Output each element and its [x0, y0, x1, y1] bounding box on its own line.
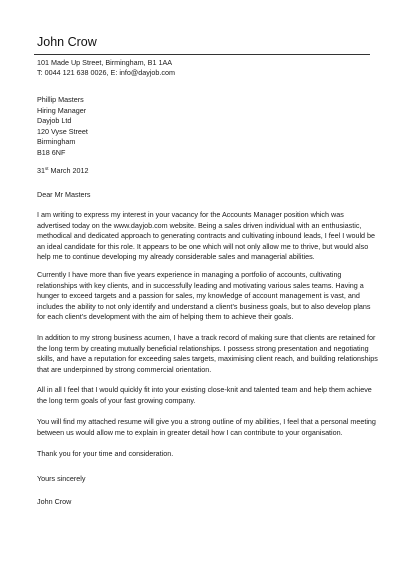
date-day: 31 [37, 166, 45, 175]
closing: Yours sincerely [37, 474, 86, 483]
paragraph-line: for each client’s development with the aim of helping them to achieve their goals. [37, 312, 294, 321]
paragraph-line: that are underpinned by strong commercial orientation. [37, 364, 212, 374]
recipient-line: Birmingham [37, 137, 76, 146]
sender-contact: T: 0044 121 638 0026, E: info@dayjob.com [37, 68, 175, 77]
paragraph-3 [37, 333, 377, 375]
date-month-year: March 2012 [48, 166, 89, 175]
paragraph-line: includes the ability to not only identify and understand a client’s business goals, but to also develop plans [37, 301, 371, 311]
paragraph-line: methodical and dedicated approach to generating contracts and cultivating inbound leads, I feel I would be [37, 231, 376, 240]
recipient-line: B18 6NF [37, 147, 66, 157]
paragraph-line: skills, and have a reputation for exceeding sales targets, maximising client reach, and building relationships [37, 354, 378, 363]
paragraph-line: You will find my attached resume will give you a strong outline of my abilities, I feel that a personal meeting [37, 417, 376, 426]
paragraph-line: between us would allow me to explain in greater detail how I can contribute to your organisation. [37, 427, 343, 437]
paragraph-4 [37, 385, 377, 406]
paragraph-line: advertised today on the www.dayjob.com website. Being a sales driven individual with an enthusiastic, [37, 220, 362, 230]
recipient-address [37, 95, 377, 158]
signature: John Crow [37, 497, 72, 506]
recipient-line: Hiring Manager [37, 105, 87, 115]
salutation: Dear Mr Masters [37, 190, 91, 199]
paragraph-6 [37, 449, 377, 460]
recipient-line: Dayjob Ltd [37, 116, 72, 125]
paragraph-line: the long term goals of your fast growing company. [37, 395, 196, 405]
paragraph-line: relationships with key clients, and in successfully leading and motivating various sales teams. Having a [37, 280, 364, 290]
paragraph-line: I am writing to express my interest in your vacancy for the Accounts Manager position which was [37, 210, 344, 219]
sender-address: 101 Made Up Street, Birmingham, B1 1AA [37, 58, 173, 67]
paragraph-line: Thank you for your time and consideration. [37, 449, 174, 458]
paragraph-line: All in all I feel that I would quickly fit into your existing close-knit and talented team and help them achieve [37, 385, 372, 394]
recipient-line: Phillip Masters [37, 95, 84, 104]
paragraph-2 [37, 270, 377, 323]
paragraph-1 [37, 210, 377, 263]
paragraph-5 [37, 417, 377, 438]
recipient-line: 120 Vyse Street [37, 126, 88, 136]
paragraph-line: In addition to my strong business acumen, I have a track record of making sure that clients are retained for [37, 333, 376, 342]
header-divider [34, 54, 370, 55]
paragraph-line: hunger to exceed targets and a passion for sales, my knowledge of account management is vast, and [37, 291, 360, 300]
letter-date [37, 166, 377, 177]
date-suffix: st [45, 166, 49, 171]
paragraph-line: help me to continue developing my already considerable sales and managerial abilities. [37, 252, 315, 261]
paragraph-line: Currently I have more than five years experience in managing a portfolio of accounts, cultivating [37, 270, 342, 279]
paragraph-line: an ideal candidate for this role. It appears to be one which will not only allow me to thrive, but would also [37, 241, 369, 251]
paragraph-line: the long term by creating mutually beneficial relationships. I possess strong presentation and negotiating [37, 343, 369, 353]
sender-name: John Crow [37, 35, 97, 49]
